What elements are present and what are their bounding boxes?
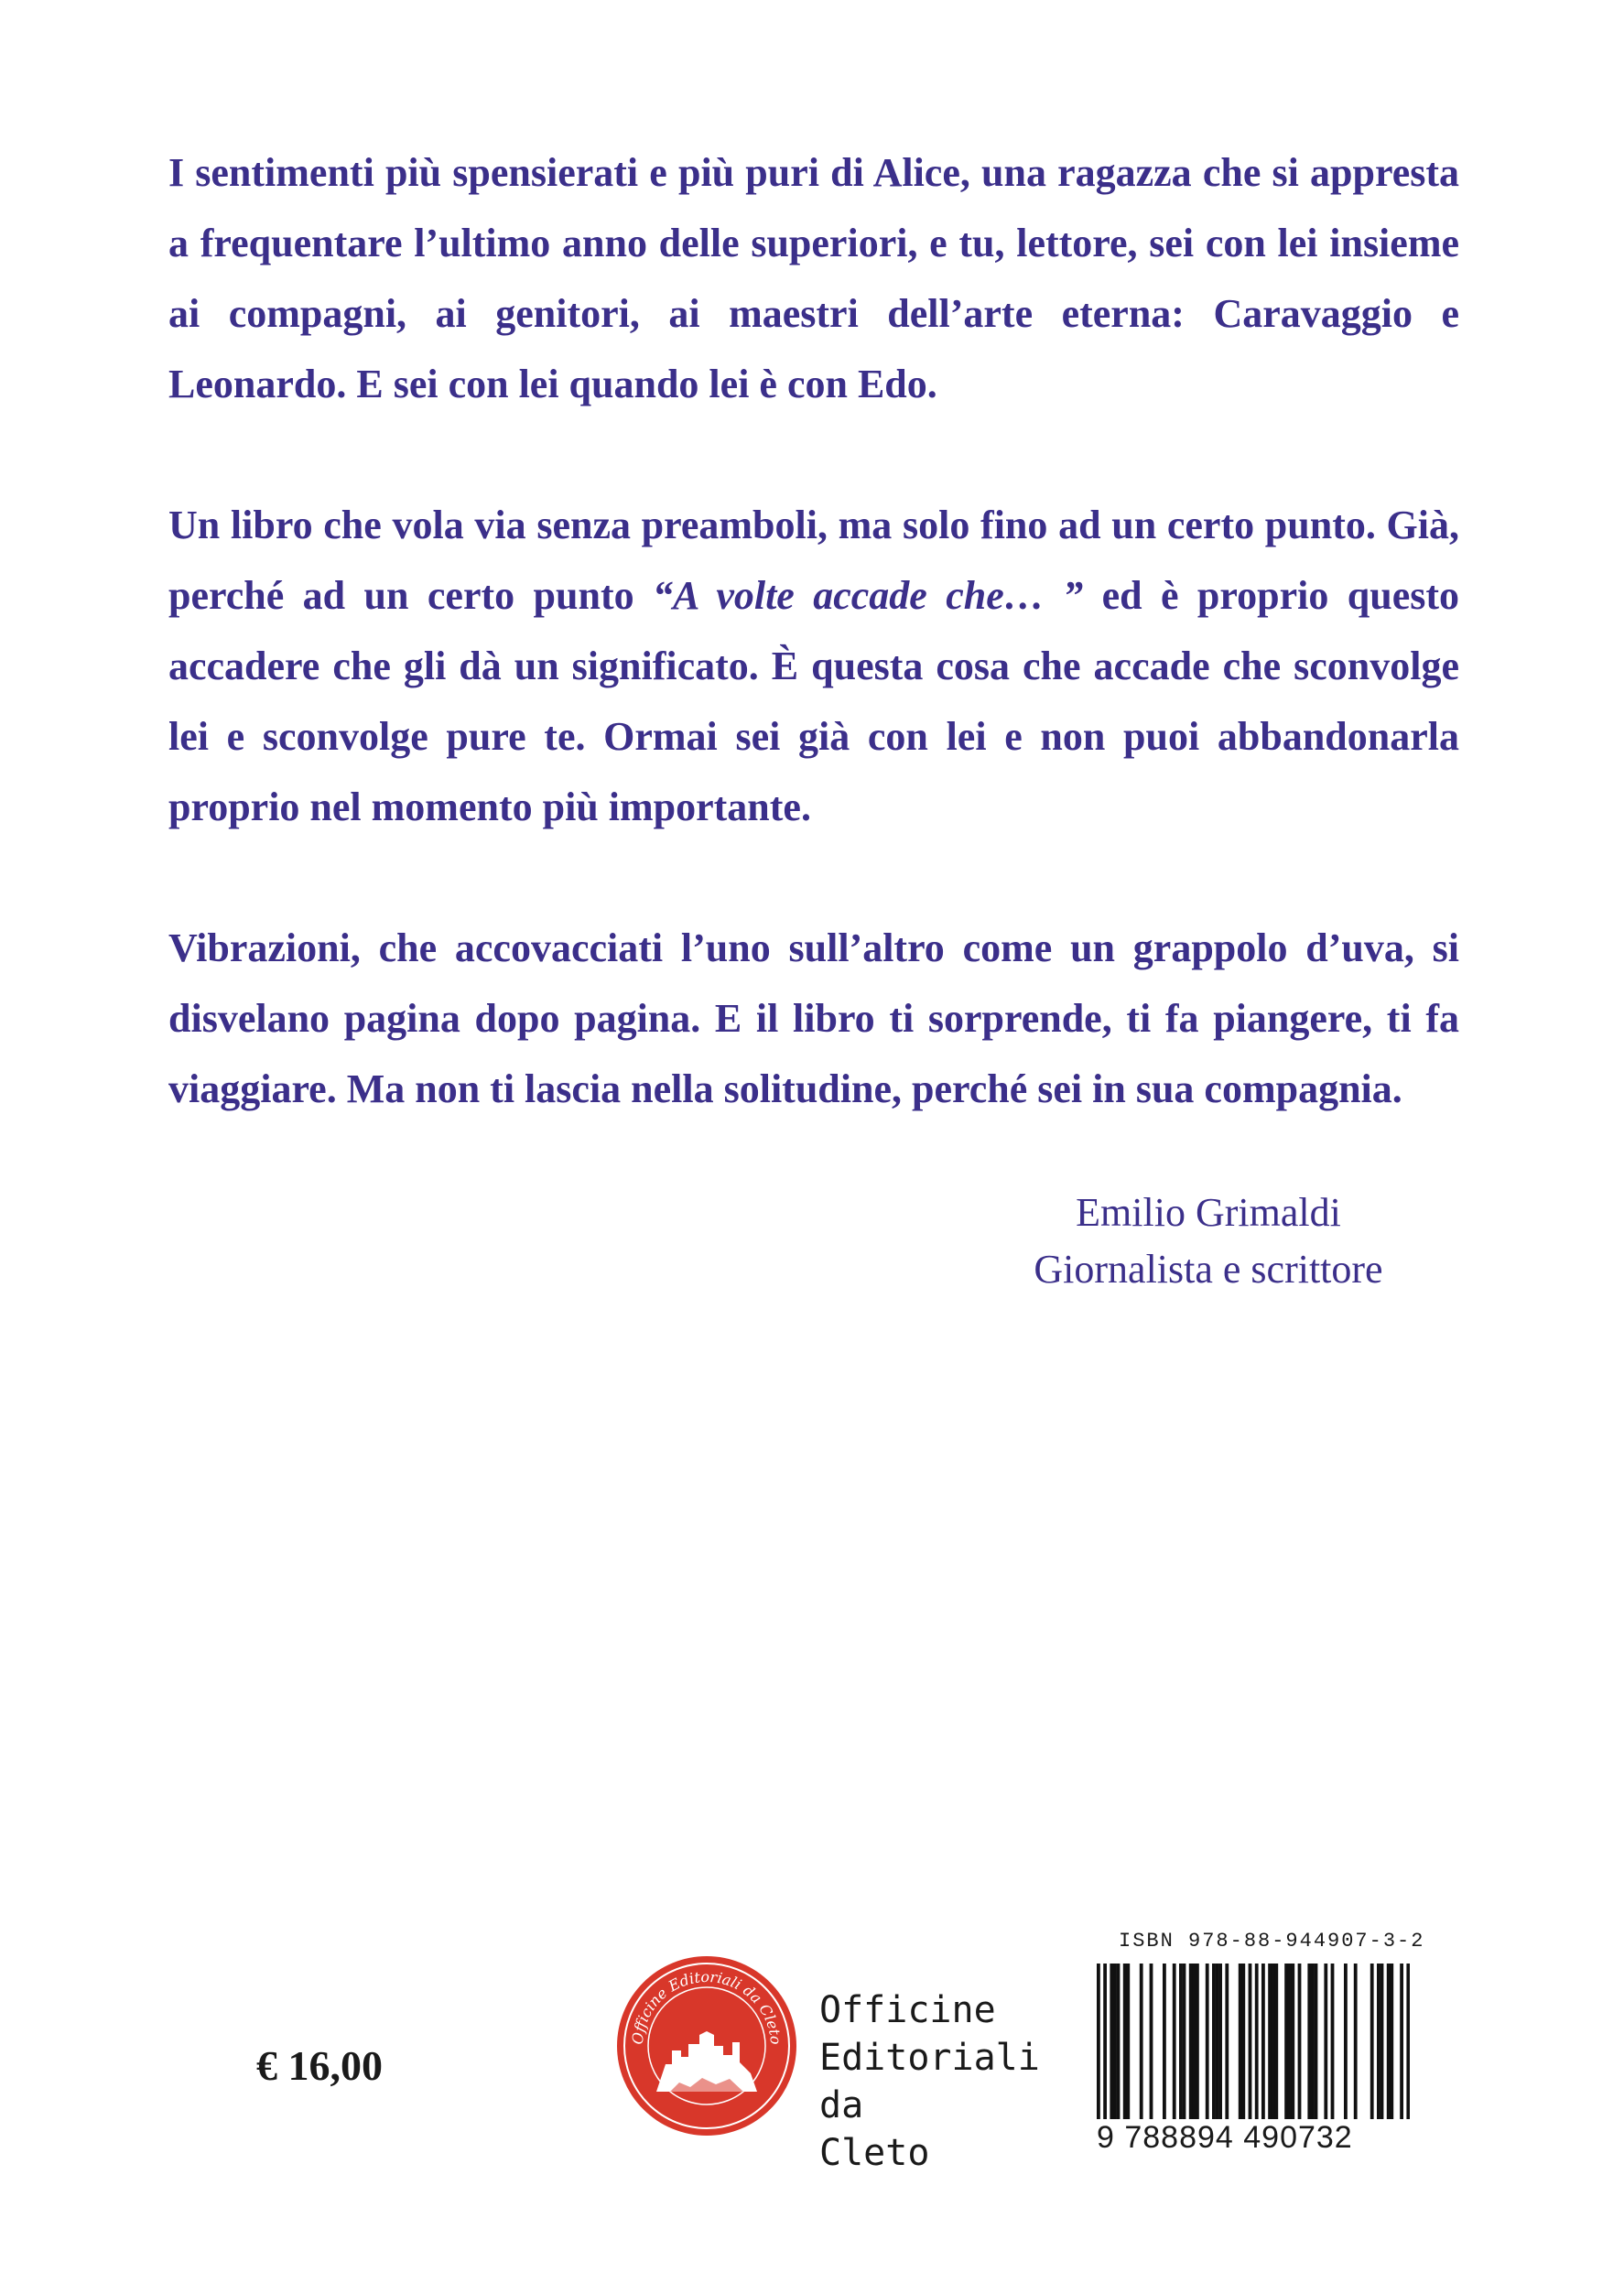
barcode-bar [1179,1964,1183,2119]
barcode-bar [1216,1964,1219,2119]
barcode-bar [1206,1964,1209,2119]
barcode-bar [1291,1964,1294,2119]
barcode-bar [1406,1964,1410,2119]
barcode-bar [1225,1964,1229,2119]
barcode-bar [1212,1964,1216,2119]
barcode-bar [1249,1964,1252,2119]
barcode-bar [1097,1964,1100,2119]
barcode-bar [1344,1964,1348,2119]
barcode-bar [1110,1964,1113,2119]
barcode-bar [1140,1964,1143,2119]
barcode-bar [1298,1964,1302,2119]
blurb-italic-quote: “A volte accade che… ” [653,573,1084,618]
barcode-bar [1255,1964,1259,2119]
barcode-bar [1241,1964,1245,2119]
publisher-seal-logo [615,1954,798,2137]
blurb-paragraph-1: I sentimenti più spensierati e più puri di Alice, una ragazza che si appresta a frequentare l’ultimo anno delle superiori, e tu, lettore, sei con lei insieme ai compagni, ai genitori, ai maestri dell’arte eterna: Caravaggio e Leonardo. E sei con lei quando lei è con Edo. [168,150,1459,406]
back-cover-blurb [168,137,1459,1195]
barcode-bar [1354,1964,1358,2119]
barcode-bar [1163,1964,1166,2119]
publisher-line-1: Officine [819,1989,996,2031]
barcode-bar [1315,1964,1318,2119]
barcode-bar [1370,1964,1374,2119]
barcode-bar [1284,1964,1288,2119]
publisher-line-2: Editoriali [819,2037,1040,2079]
isbn-label: ISBN 978-88-944907-3-2 [1119,1930,1425,1953]
barcode-bar [1218,1964,1222,2119]
barcode-bar [1113,1964,1117,2119]
barcode-bar [1103,1964,1107,2119]
barcode-bar [1274,1964,1278,2119]
barcode-bar [1196,1964,1199,2119]
barcode-bar [1331,1964,1335,2119]
barcode-bar [1126,1964,1130,2119]
barcode-bar [1150,1964,1153,2119]
barcode-bar [1377,1964,1380,2119]
price-label: € 16,00 [256,2042,383,2089]
barcode-bar [1192,1964,1196,2119]
barcode-bar [1307,1964,1311,2119]
blurb-paragraph-3: Vibrazioni, che accovacciati l’uno sull’altro come un grappolo d’uva, si disvelano pagina dopo pagina. E il libro ti sorprende, ti fa piangere, ti fa viaggiare. Ma non ti lascia nella solitudine, perché sei in sua compagnia. [168,925,1459,1111]
barcode-bar [1261,1964,1265,2119]
barcode-bar [1400,1964,1403,2119]
author-signature [961,1185,1456,1298]
barcode-bar [1380,1964,1384,2119]
signature-name: Emilio Grimaldi [1076,1190,1341,1235]
barcode-digits: 9 788894 490732 [1097,2120,1353,2155]
signature-role: Giornalista e scrittore [1034,1247,1383,1292]
publisher-line-4: Cleto [819,2132,930,2174]
barcode-bar [1268,1964,1272,2119]
barcode-bar [1183,1964,1186,2119]
barcode-bar [1189,1964,1193,2119]
barcode-bar [1387,1964,1391,2119]
barcode-bar [1272,1964,1275,2119]
publisher-line-3: da [819,2084,864,2126]
barcode-bar [1324,1964,1327,2119]
barcode-bar [1117,1964,1121,2119]
barcode-bar [1123,1964,1127,2119]
barcode-bar [1173,1964,1176,2119]
isbn-barcode [1097,1964,1410,2119]
blurb-paragraph-2-end: ed è proprio questo accadere che gli dà un significato. È questa cosa che accade che sconvolge lei e sconvolge pure te. Ormai sei già con lei e non puoi abbandonarla proprio nel momento più importante. [168,573,1459,829]
barcode-bar [1311,1964,1315,2119]
barcode-bar [1288,1964,1292,2119]
blurb-paragraph-2-start: Un libro che vola via senza preamboli, ma solo fino ad un certo punto. Già, perché ad un certo punto [168,503,1459,618]
blurb-paragraph-2 [168,490,1459,842]
barcode-bar [1390,1964,1393,2119]
publisher-name [819,1986,1040,2177]
barcode-bar [1239,1964,1242,2119]
seal-ring-text: Officine Editoriali da Cleto [628,1967,785,2046]
